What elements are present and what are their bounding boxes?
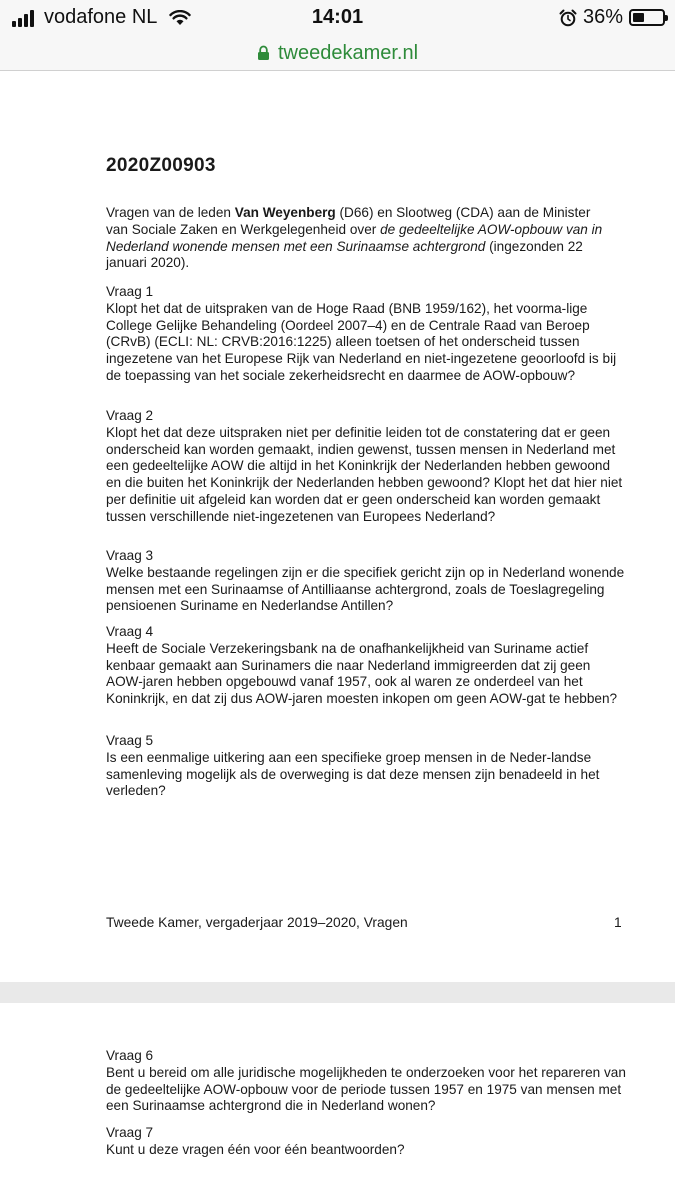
subject: de gedeeltelijke AOW-opbouw van in Nederland wonende mensen met een Surinaamse achtergrond — [106, 221, 603, 254]
url-text[interactable]: tweedekamer.nl — [277, 41, 419, 64]
question-label: Vraag 7 — [106, 1125, 154, 1140]
question-6 — [106, 1048, 626, 1115]
question-3 — [106, 548, 626, 615]
clock: 14:01 — [311, 6, 364, 28]
question-label: Vraag 4 — [106, 624, 154, 639]
question-text: Kunt u deze vragen één voor één beantwoorden? — [106, 1141, 405, 1157]
question-2 — [106, 408, 626, 526]
question-label: Vraag 2 — [106, 408, 154, 423]
member-name: Van Weyenberg — [234, 205, 336, 220]
question-label: Vraag 6 — [106, 1048, 154, 1063]
question-label: Vraag 5 — [106, 733, 154, 748]
battery-percentage: 36% — [582, 6, 623, 28]
status-bar — [0, 0, 675, 36]
document-page-1 — [0, 71, 675, 982]
question-7 — [106, 1125, 626, 1159]
question-1 — [106, 284, 626, 385]
page-footer: Tweede Kamer, vergaderjaar 2019–2020, Vragen — [106, 915, 408, 930]
intro-paragraph: Vragen van de leden Van Weyenberg (D66) en Slootweg (CDA) aan de Minister van Sociale Zaken en Werkgelegenheid over de gedeeltelijke AOW-opbouw van in Nederland wonende mensen met een Surinaamse achtergrond (ingezonden 22 januari 2020). — [106, 205, 603, 271]
document-id: 2020Z00903 — [106, 155, 216, 176]
carrier-name: vodafone NL — [44, 6, 158, 28]
question-label: Vraag 3 — [106, 548, 154, 563]
question-text: Is een eenmalige uitkering aan een specifieke groep mensen in de Neder-landse samenleving mogelijk als de overweging is dat deze mensen zijn benadeeld in het verleden? — [106, 749, 600, 799]
question-text: Klopt het dat de uitspraken van de Hoge Raad (BNB 1959/162), het voorma-lige College Gelijke Behandeling (Oordeel 2007–4) en de Centrale Raad van Beroep (CRvB) (ECLI: NL: CRVB:2016:1225) alleen toetsen of het onderscheid tussen ingezetene van het Europese Rijk van Nederland en niet-ingezetene geoorloofd is bij de toepassing van het sociale zekerheidsrecht en daarmee de AOW-opbouw? — [106, 300, 617, 383]
document-page-2 — [0, 1003, 675, 1200]
battery-icon — [629, 9, 665, 26]
question-text: Bent u bereid om alle juridische mogelijkheden te onderzoeken voor het repareren van de gedeeltelijke AOW-opbouw voor de periode tussen 1957 en 1975 van mensen met een Surinaamse achtergrond die in Nederland wonen? — [106, 1064, 626, 1114]
page-number: 1 — [614, 915, 622, 930]
lock-icon — [257, 45, 270, 61]
question-5 — [106, 733, 626, 800]
question-4 — [106, 624, 626, 708]
question-text: Heeft de Sociale Verzekeringsbank na de onafhankelijkheid van Suriname actief kenbaar gemaakt aan Surinamers die naar Nederland immigreerden dat zij geen AOW-jaren hebben opgebouwd vanaf 1957, ook al waren ze onderdeel van het Koninkrijk, en dat zij dus AOW-jaren moesten inkopen om geen AOW-gat te hebben? — [106, 640, 618, 707]
question-label: Vraag 1 — [106, 284, 154, 299]
question-text: Klopt het dat deze uitspraken niet per definitie leiden tot de constatering dat er geen onderscheid kan worden gemaakt, indien gewenst, tussen mensen in Nederland met een gedeeltelijke AOW die altijd in het Koninkrijk der Nederlanden hebben gewoond en die buiten het Koninkrijk der Nederlanden hebben gewoond? Klopt het dat hier niet per definitie uit afgeleid kan worden dat er geen onderscheid kan worden gemaakt tussen verschillende niet-ingezetenen van Europees Nederland? — [106, 424, 623, 524]
address-bar[interactable] — [0, 36, 675, 71]
question-text: Welke bestaande regelingen zijn er die specifiek gericht zijn op in Nederland wonende mensen met een Surinaamse of Antilliaanse achtergrond, zoals de Toeslagregeling pensioenen Suriname en Nederlandse Antillen? — [106, 564, 625, 614]
alarm-clock-icon — [559, 9, 577, 27]
